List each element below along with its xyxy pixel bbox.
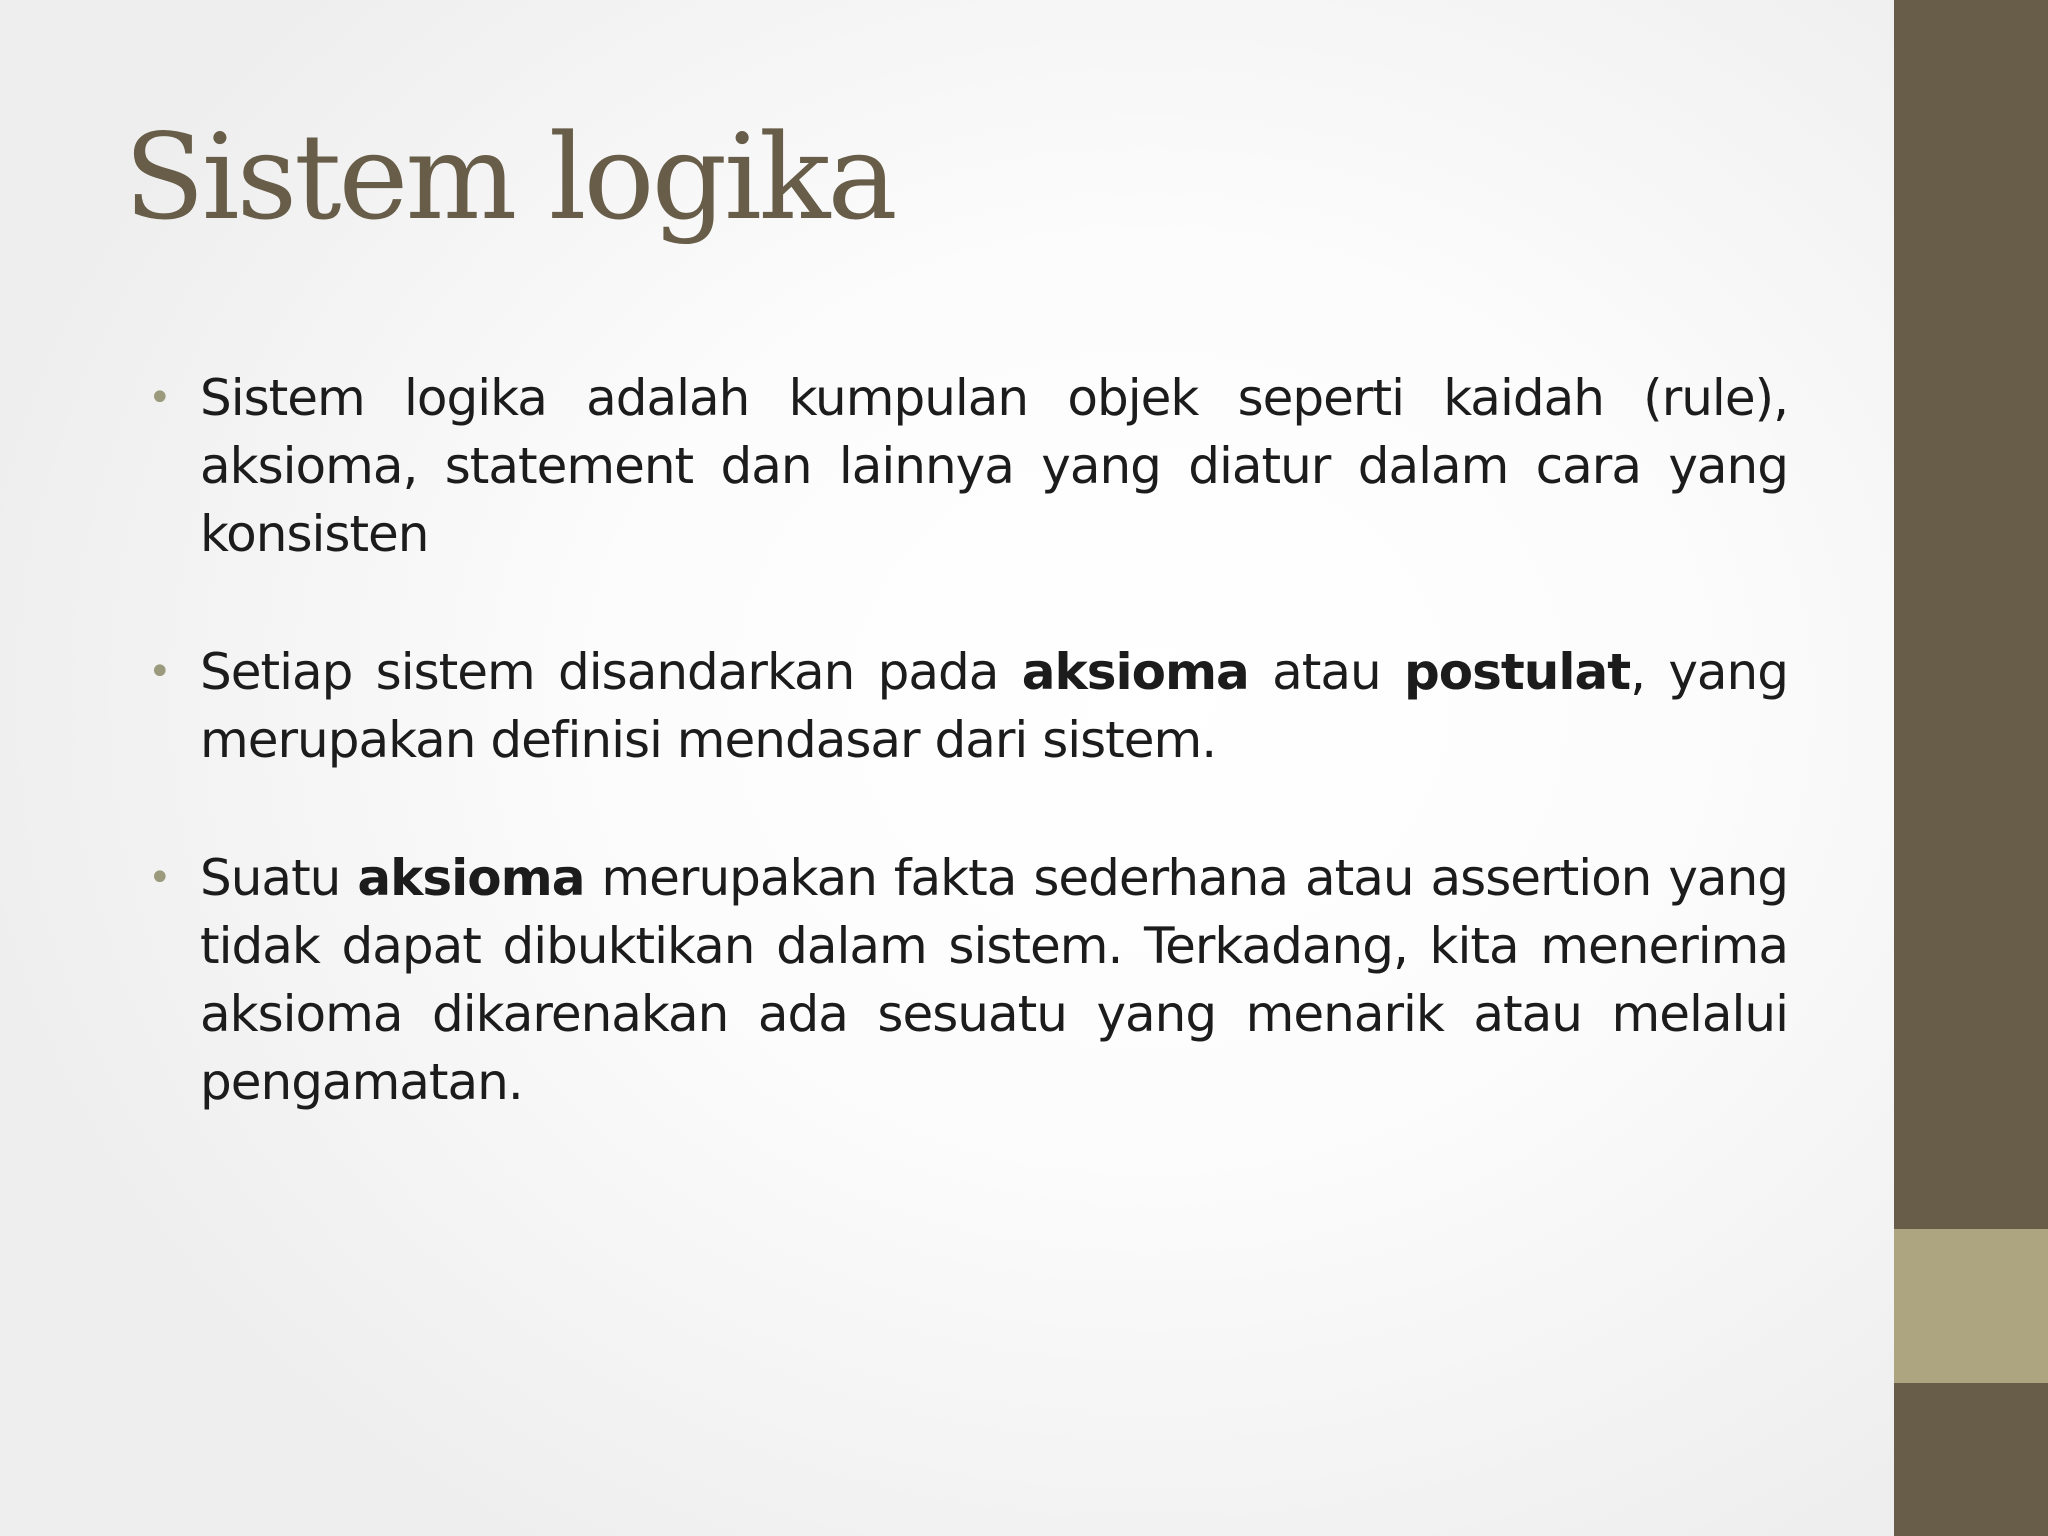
bullet-text: Suatu — [200, 849, 358, 907]
slide-title: Sistem logika — [124, 108, 895, 246]
sidebar-accent-block — [1894, 1229, 2048, 1383]
bullet-item-2 — [148, 638, 1788, 774]
bullet-list — [148, 364, 1788, 1116]
bold-term-aksioma: aksioma — [1021, 643, 1249, 701]
bullet-text: Sistem logika adalah kumpulan objek seperti kaidah (rule), aksioma, statement dan lainnya yang diatur dalam cara yang konsisten — [200, 369, 1788, 563]
bullet-text: merupakan fakta sederhana atau assertion yang tidak dapat dibuktikan dalam sistem. Terkadang, kita menerima aksioma dikarenakan ada sesuatu yang menarik atau melalui pengamatan. — [200, 849, 1789, 1111]
bullet-text: atau — [1248, 643, 1404, 701]
bold-term-postulat: postulat — [1403, 643, 1631, 701]
bold-term-aksioma: aksioma — [357, 849, 585, 907]
bullet-dot-icon: • — [148, 855, 171, 901]
bullet-text: , yang merupakan definisi mendasar dari sistem. — [200, 643, 1788, 769]
bullet-dot-icon: • — [148, 375, 171, 421]
bullet-item-1 — [148, 364, 1788, 568]
bullet-dot-icon: • — [148, 649, 171, 695]
bullet-item-3 — [148, 844, 1788, 1116]
bullet-text: Setiap sistem disandarkan pada — [200, 643, 1022, 701]
